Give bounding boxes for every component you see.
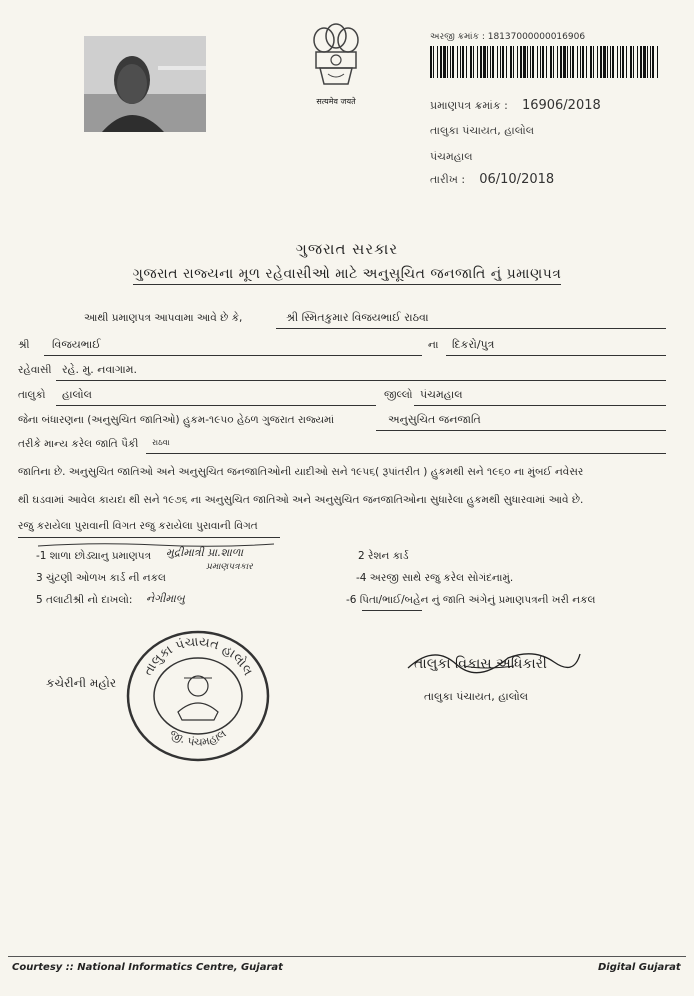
issuing-district: પંચમહાલ [430, 150, 473, 163]
footer-brand: Digital Gujarat [598, 962, 681, 973]
seal-bottom-text: જી. પંચમહાલ [167, 726, 229, 749]
evidence-item-1-handwriting: મુદ્રીમાત્રી પ્રા.શાળા [166, 546, 244, 559]
applicant-photo [84, 36, 206, 132]
panchayat-seal-icon [124, 628, 272, 764]
shri-label: શ્રી [18, 339, 30, 351]
legal-paragraph-line-1: જાતિના છે. અનુસુચિત જાતિઓ અને અનુસુચિત જનજાતિઓની યાદીઓ સને ૧૯૫૬( રૂપાંતરીત ) હુકમથી સને ૧૯૬૦ ના મુંબઈ નવેસર [18, 466, 584, 478]
relation-value: દિકરો/પુત્ર [452, 338, 495, 351]
footer-divider [8, 956, 686, 957]
underline [56, 380, 666, 381]
certificate-title: ગુજરાત રાજ્યના મૂળ રહેવાસીઓ માટે અનુસૂચિત જનજાતિ નું પ્રમાણપત્ર [0, 266, 694, 282]
evidence-item-1: -1 શાળા છોડ્યાનુ પ્રમાણપત્ર [36, 550, 152, 562]
signatory-office: તાલુકા પંચાયત, હાલોલ [424, 690, 529, 703]
application-number: અરજી ક્રમાંક : 18137000000016906 [430, 32, 586, 42]
district-value: પંચમહાલ [420, 388, 463, 401]
underline [376, 430, 666, 431]
footer-courtesy: Courtesy :: National Informatics Centre, Gujarat [12, 962, 283, 973]
evidence-heading: રજુ કરાયેલા પુરાવાની વિગત રજુ કરાયેલા પુરાવાની વિગત [18, 520, 258, 532]
district-label: જીલ્લો [384, 389, 413, 401]
underline [18, 537, 280, 538]
underline [446, 355, 666, 356]
underline [276, 328, 666, 329]
evidence-item-5: 5 તલાટીશ્રી નો દાખલો: [36, 594, 133, 606]
certificate-number: પ્રમાણપત્ર ક્રમાંક : 16906/2018 [430, 98, 601, 113]
underline [146, 453, 666, 454]
underline [44, 355, 422, 356]
taluka-value: હાલોલ [62, 388, 92, 401]
constitution-label: જેના બંધારણના (અનુસુચિત જાતિઓ) હુકમ-૧૯૫૦ હેઠળ ગુજરાત રાજ્યમાં [18, 414, 335, 426]
intro-label: આથી પ્રમાણપત્ર આપવામા આવે છે કે, [84, 312, 243, 324]
applicant-name: શ્રી સ્મિતકુમાર વિજયભાઈ રાઠવા [286, 311, 429, 324]
legal-paragraph-line-2: થી ઘડવામાં આવેલ કાયદા થી સને ૧૯૭૬ ના અનુસુચિત જાતિઓ અને અનુસુચિત જનજાતિઓના સુધારેલા હુકમથી સુધારવામાં આવે છે. [18, 494, 584, 506]
svg-text:જી. પંચમહાલ [167, 727, 228, 749]
government-title: ગુજરાત સરકાર [295, 240, 399, 258]
issue-date: તારીખ : 06/10/2018 [430, 172, 555, 187]
office-seal-label: કચેરીની મહોર [46, 676, 117, 690]
seal-ring-text: તાલુકા પંચાયત હાલોલ [140, 634, 256, 679]
underline [56, 405, 376, 406]
father-name: વિજયભાઈ [52, 338, 101, 351]
barcode-icon [430, 46, 660, 78]
evidence-item-6: -6 પિતા/ભાઈ/બહેન નું જાતિ અંગેનું પ્રમાણપત્રની ખરી નકલ [346, 594, 596, 606]
resident-label: રહેવાસી [18, 364, 52, 376]
emblem-motto: सत्यमेव जयते [316, 97, 356, 106]
underline [362, 610, 422, 611]
underline [414, 405, 666, 406]
evidence-item-4: -4 અરજી સાથે રજુ કરેલ સોગંદનામું. [356, 572, 514, 584]
caste-value: રાઠવા [152, 438, 170, 447]
recognized-label: તરીકે માન્ય કરેલ જાતિ પૈકી [18, 438, 139, 450]
relation-label: ના [428, 339, 439, 351]
evidence-item-5-handwriting: નેગીમાબુ [146, 592, 185, 605]
evidence-item-1-handwriting-2: પ્રમાણપત્રકાર [206, 562, 253, 572]
svg-text:તાલુકા પંચાયત હાલોલ [141, 635, 255, 679]
signatory-title: તાલુકા વિકાસ અધિકારી [414, 656, 547, 672]
evidence-item-2: 2 રેશન કાર્ડ [358, 550, 409, 562]
taluka-label: તાલુકો [18, 389, 46, 401]
category-value: અનુસુચિત જનજાતિ [388, 413, 481, 426]
evidence-item-3: 3 ચુંટણી ઓળખ કાર્ડ ની નકલ [36, 572, 166, 584]
resident-value: રહે. મુ. નવાગામ. [62, 363, 137, 376]
issuing-office: તાલુકા પંચાયત, હાલોલ [430, 124, 535, 137]
